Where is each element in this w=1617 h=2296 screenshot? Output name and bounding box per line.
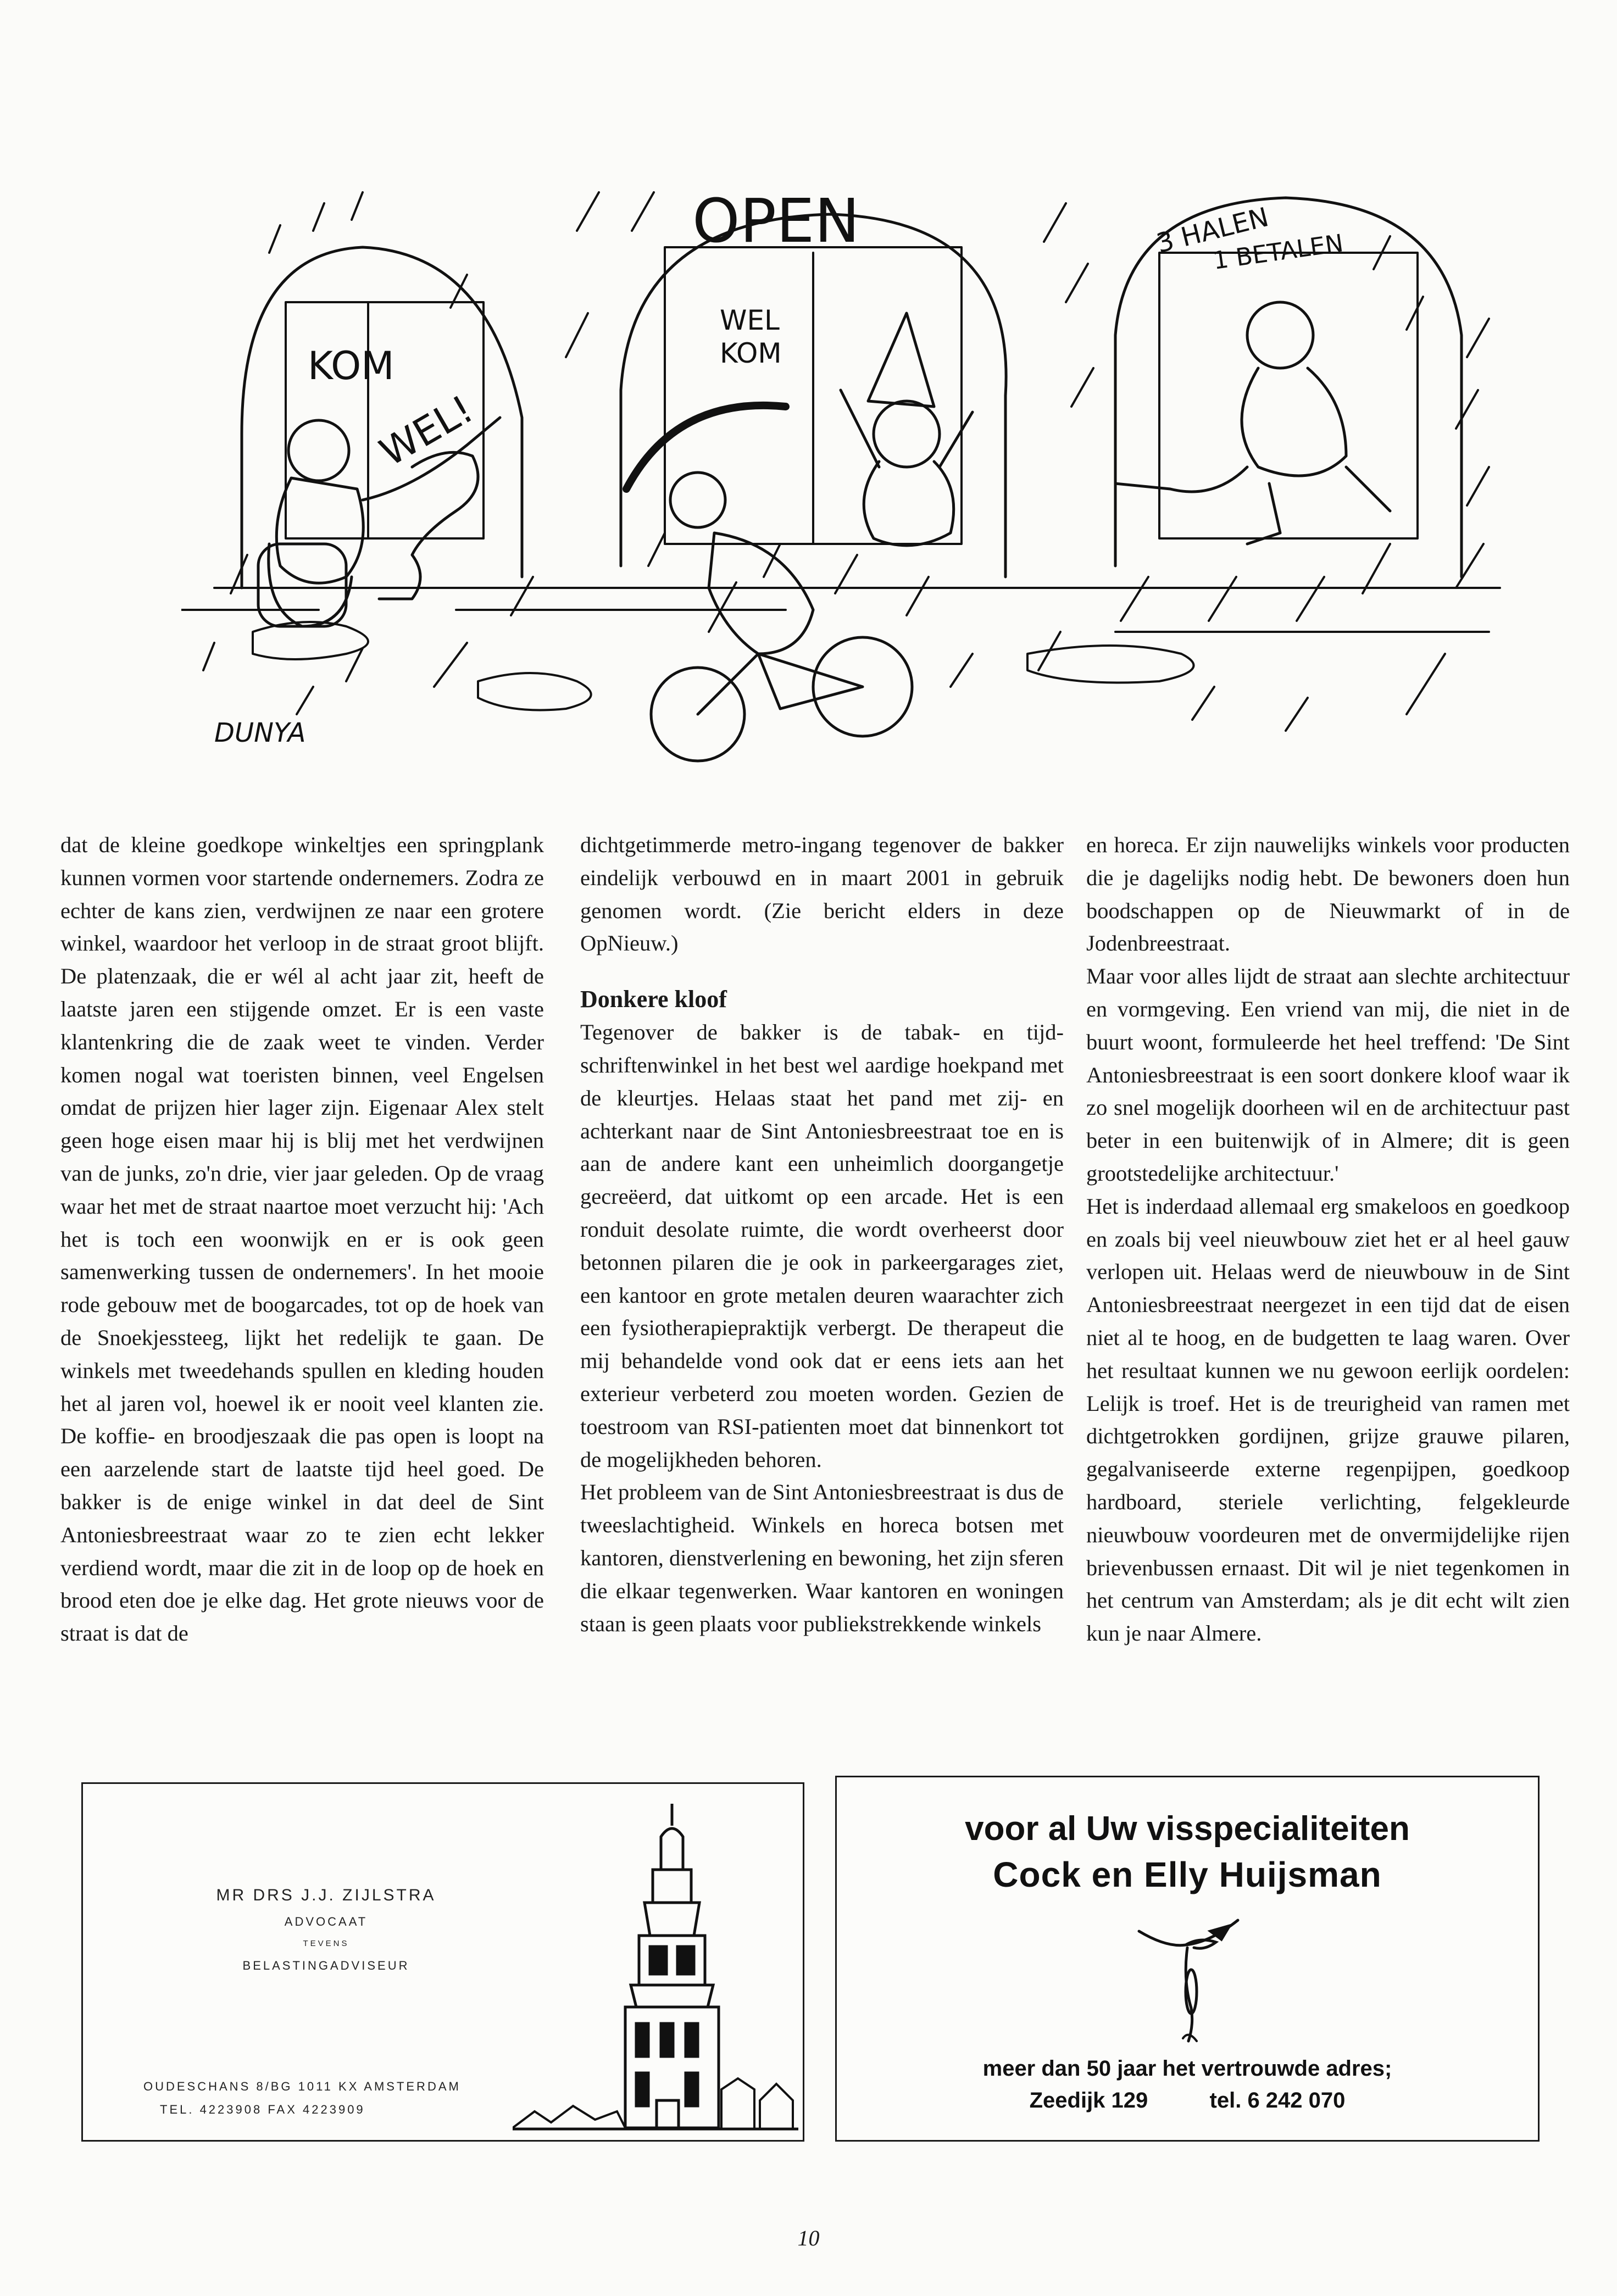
cartoon-illustration — [181, 159, 1516, 791]
church-tower-icon — [513, 1804, 798, 2133]
paragraph: Tegenover de bakker is de tabak- en tijdschriftenwinkel in het best wel aardige hoekpand met de kleurtjes. Helaas staat het pand met zij- en achterkant naar de Sint Antoniesbreestraat toe en is aan de andere kant een unheimlich doorgangetje gecreëerd, dat uitkomt op een arcade. Het is een ronduit desolate ruimte, die wordt overheerst door betonnen pilaren die je ook in parkeergarages ziet, een kantoor en grote metalen deuren waarachter zich een fysiotherapiepraktijk verbergt. De therapeut die mij behandelde vond ook dat er eens iets aan het exterieur verbeterd zou moeten worden. Gezien de toestroom van RSI-patienten moet dat binnenkort tot de mogelijkheden behoren. — [580, 1020, 1064, 1472]
paragraph: Het probleem van de Sint Antoniesbreestraat is dus de tweeslachtigheid. Winkels en horeca botsen met kantoren, dienstverlening en bewoning, het zijn sferen die elkaar tegenwerken. Waar kantoren en woningen staan is geen plaats voor publiekstrekkende winkels — [580, 1480, 1064, 1636]
paragraph: dat de kleine goedkope winkeltjes een springplank kunnen vormen voor startende ondernemers. Zodra ze echter de kans zien, verdwijnen ze naar een grotere winkel, waardoor het verloop in de straat groot blijft. De platenzaak, die er wél al acht jaar zit, heeft de laatste jaren een stijgende omzet. Er is een vaste klantenkring die de zaak weet te vinden. Verder komen nogal wat toeristen binnen, veel Engelsen omdat de prijzen hier lager zijn. Eigenaar Alex stelt geen hoge eisen maar hij is blij met het verdwijnen van de junks, zo'n drie, vier jaar geleden. Op de vraag waar het met de straat naartoe moet verzucht hij: 'Ach het is toch een woonwijk en er is ook geen samenwerking tussen de ondernemers'. In het mooie rode gebouw met de boogarcades, tot op de hoek van de Snoekjessteeg, lijkt het redelijk te gaan. De winkels met tweedehands spullen en kleding houden het al jaren vol, hoewel ik er nooit veel klanten zie. De koffie- en broodjeszaak die pas open is loopt na een aarzelende start de laatste tijd heel goed. De bakker is de enige winkel in dat deel de Sint Antoniesbreestraat waar zo te zien echt lekker verdiend wordt, maar die zit in de loop op de hoek en brood eten doe je elke dag. Het grote nieuws voor de straat is dat de — [60, 832, 544, 1646]
sign-kom-small: KOM — [720, 337, 782, 369]
sign-open: OPEN — [692, 186, 860, 256]
article-body — [60, 829, 1570, 1757]
fish-ad-tagline: meer dan 50 jaar het vertrouwde adres; — [982, 2056, 1392, 2081]
figure-head-left — [288, 420, 349, 481]
advertisement-fish-shop — [835, 1776, 1540, 2142]
lawyer-address: OUDESCHANS 8/BG 1011 KX AMSTERDAM — [143, 2080, 461, 2093]
fish-bird-logo-icon — [1133, 1909, 1243, 2047]
fish-ad-phone: tel. 6 242 070 — [1209, 2088, 1346, 2112]
lawyer-tax-advisor: BELASTINGADVISEUR — [242, 1959, 410, 1972]
sign-3-halen: 3 HALEN — [1153, 202, 1272, 259]
article-column-2 — [580, 829, 1064, 1640]
page-number: 10 — [797, 2226, 820, 2250]
fish-ad-owner-names: Cock en Elly Huijsman — [993, 1855, 1382, 1894]
lawyer-phone: TEL. 4223908 FAX 4223909 — [160, 2103, 365, 2116]
section-heading: Donkere kloof — [580, 986, 727, 1013]
umbrella — [626, 405, 786, 489]
sign-betalen: 1 BETALEN — [1211, 229, 1345, 275]
sign-kom: KOM — [308, 343, 394, 388]
artist-signature: DUNYA — [214, 718, 306, 748]
advertisement-lawyer — [81, 1782, 804, 2142]
article-column-3 — [1086, 829, 1570, 1650]
paragraph: Het is inderdaad allemaal erg smakeloos en goedkoop en zoals bij veel nieuwbouw ziet het er al heel gauw verlopen uit. Helaas werd de nieuwbouw in de Sint Antoniesbreestraat neergezet in een tijd dat de eisen niet al te hoog, en de budgetten te laag waren. Over het resultaat kunnen we nu gewoon eerlijk oordelen: Lelijk is troef. Het is de treurigheid van ramen met dichtgetrokken gordijnen, grijze grauwe pilaren, gegalvaniseerde externe regenpijpen, goedkoop hardboard, steriele verlichting, felgekleurde nieuwbouw voordeuren met de onvermijdelijke rijen brievenbussen ernaast. Dit wil je niet tegenkomen in het centrum van Amsterdam; als je dit echt wilt zien kun je naar Almere. — [1086, 1193, 1570, 1646]
article-column-1 — [60, 829, 544, 1650]
lawyer-tevens: TEVENS — [303, 1939, 349, 1948]
paragraph: en horeca. Er zijn nauwelijks winkels voor producten die je dagelijks nodig hebt. De bewoners doen hun boodschappen op de Nieuwmarkt of in de Jodenbreestraat. — [1086, 832, 1570, 956]
cyclist-head — [670, 472, 725, 527]
fish-ad-contact — [837, 2088, 1538, 2113]
paragraph: dichtgetimmerde metro-ingang tegenover de bakker eindelijk verbouwd en in maart 2001 in gebruik genomen wordt. (Zie bericht elders in deze OpNieuw.) — [580, 832, 1064, 956]
sign-wel-small: WEL — [720, 304, 780, 336]
party-hat — [868, 313, 934, 407]
fish-ad-address: Zeedijk 129 — [1029, 2088, 1148, 2112]
shop-arch-left — [242, 247, 522, 588]
sign-wel: WEL! — [372, 386, 481, 475]
fish-ad-headline: voor al Uw visspecialiteiten — [965, 1810, 1410, 1848]
lawyer-role: ADVOCAAT — [284, 1915, 368, 1928]
lawyer-name: MR DRS J.J. ZIJLSTRA — [216, 1886, 436, 1904]
paragraph: Maar voor alles lijdt de straat aan slechte architectuur en vormgeving. Een vriend van mij, die niet in de buurt woont, formuleerde het heel treffend: 'De Sint Antoniesbreestraat is een soort donkere kloof waar ik zo snel mogelijk doorheen wil en de architectuur past beter in een buitenwijk of in Almere; dit is geen grootstedelijke architectuur.' — [1086, 964, 1570, 1186]
